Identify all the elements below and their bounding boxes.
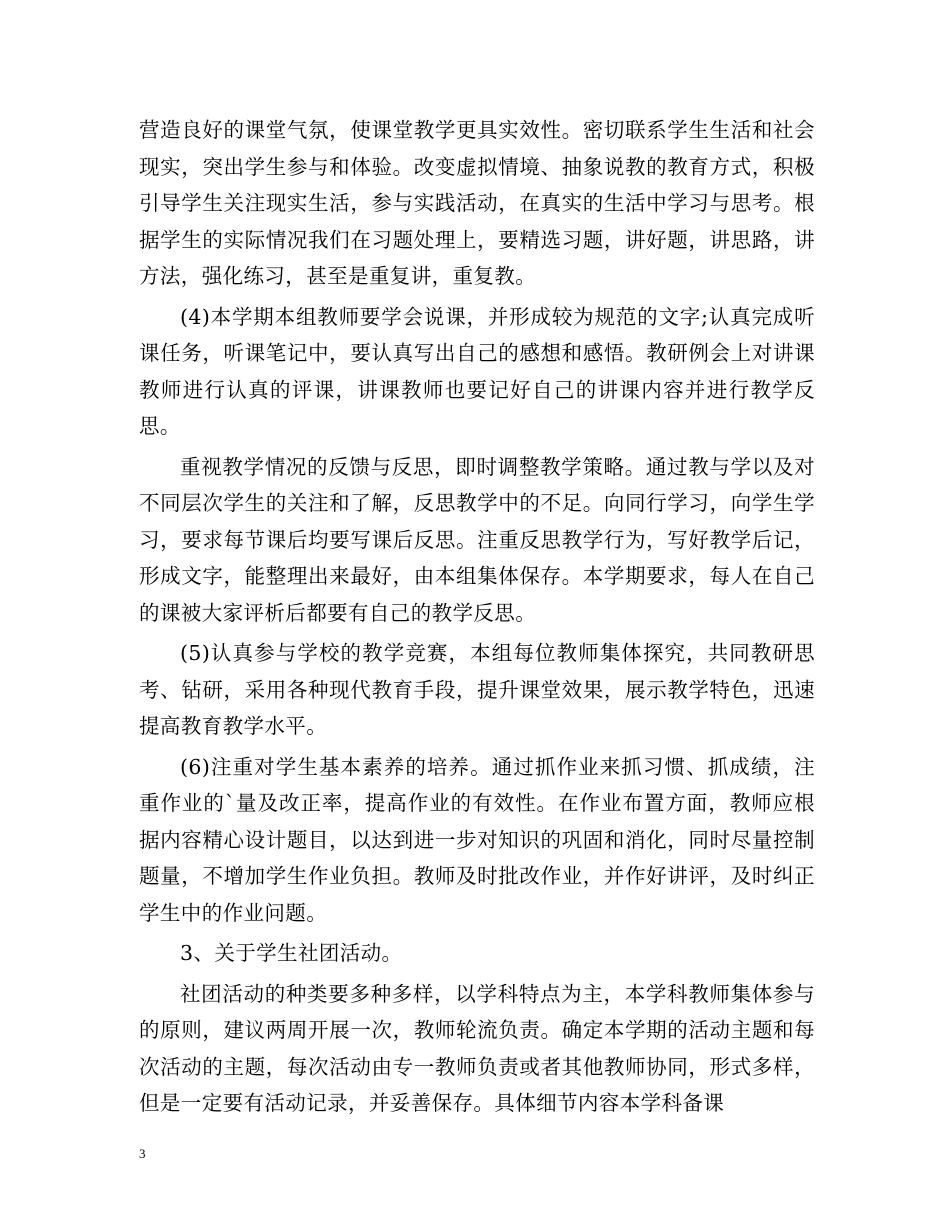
paragraph-2: (4)本学期本组教师要学会说课，并形成较为规范的文字;认真完成听课任务，听课笔记中，要认真写出自己的感想和感悟。教研例会上对讲课教师进行认真的评课，讲课教师也要记好自己的讲课内容并进行教学反思。	[139, 304, 815, 438]
paragraph-1: 营造良好的课堂气氛，使课堂教学更具实效性。密切联系学生生活和社会现实，突出学生参与和体验。改变虚拟情境、抽象说教的教育方式，积极引导学生关注现实生活，参与实践活动，在真实的生活中学习与思考。根据学生的实际情况我们在习题处理上，要精选习题，讲好题，讲思路，讲方法，强化练习，甚至是重复讲，重复教。	[139, 118, 815, 288]
page-number: 3	[139, 1146, 146, 1161]
paragraph-5: (6)注重对学生基本素养的培养。通过抓作业来抓习惯、抓成绩，注重作业的`量及改正率，提高作业的有效性。在作业布置方面，教师应根据内容精心设计题目，以达到进一步对知识的巩固和消化，同时尽量控制题量，不增加学生作业负担。教师及时批改作业，并作好讲评，及时纠正学生中的作业问题。	[139, 754, 815, 925]
paragraph-4: (5)认真参与学校的教学竞赛，本组每位教师集体探究，共同教研思考、钻研，采用各种现代教育手段，提升课堂效果，展示教学特色，迅速提高教育教学水平。	[139, 641, 815, 738]
document-body	[139, 112, 815, 1126]
section-heading: 3、关于学生社团活动。	[180, 941, 403, 965]
paragraph-6: 社团活动的种类要多种多样，以学科特点为主，本学科教师集体参与的原则，建议两周开展一次，教师轮流负责。确定本学期的活动主题和每次活动的主题，每次活动由专一教师负责或者其他教师协同，形式多样，但是一定要有活动记录，并妥善保存。具体细节内容本学科备课	[139, 981, 815, 1115]
paragraph-3: 重视教学情况的反馈与反思，即时调整教学策略。通过教与学以及对不同层次学生的关注和了解，反思教学中的不足。向同行学习，向学生学习，要求每节课后均要写课后反思。注重反思教学行为，写好教学后记，形成文字，能整理出来最好，由本组集体保存。本学期要求，每人在自己的课被大家评析后都要有自己的教学反思。	[139, 454, 815, 625]
